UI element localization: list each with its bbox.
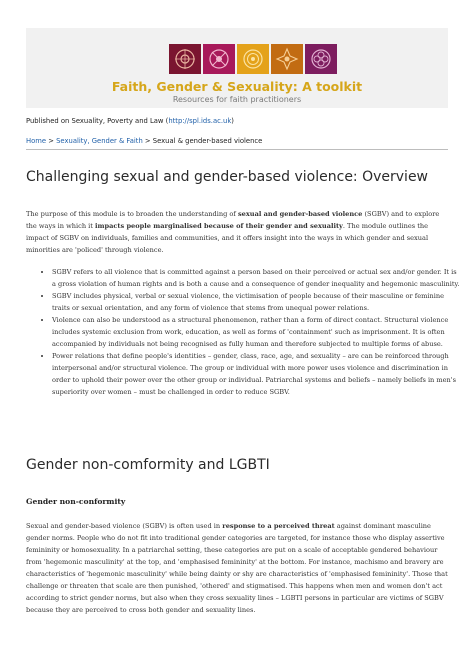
site-title[interactable]: Faith, Gender & Sexuality: A toolkit (111, 79, 363, 94)
list-item: • Violence can also be understood as a structural phenomenon, rather than a form of direct contact. Structural violence includes systemic exclusion from work, education, as well as forms of 'containment' such as imprisonment. It is often accompanied by individuals not being recognised as fully human and therefore subjected to multiple forms of abuse. (52, 314, 460, 350)
header-tile (169, 44, 201, 74)
ornament-icon (240, 46, 266, 72)
list-item: • Power relations that define people's identities – gender, class, race, age, and sexuality – are can be reinforced through interpersonal and/or structural violence. The group or individual with more power uses violence and discrimination in order to uphold their power over the other group or individual. Patriarchal systems and beliefs – namely beliefs in men's superiority over women – must be challenged in order to reduce SGBV. (52, 350, 460, 398)
published-link[interactable]: http://spl.ids.ac.uk (168, 117, 232, 125)
intro-text: The purpose of this module is to broaden the understanding of (26, 210, 238, 218)
breadcrumb-home-link[interactable]: Home (26, 137, 47, 145)
overview-bullet-list (38, 266, 460, 398)
published-on (26, 117, 234, 125)
header-tiles (169, 44, 337, 74)
list-item: • SGBV includes physical, verbal or sexual violence, the victimisation of people because of their masculine or feminine traits or sexual orientation, and any form of violence that stems from unequal power relations. (52, 290, 460, 314)
breadcrumb (26, 137, 262, 145)
section-paragraph (26, 520, 448, 616)
published-prefix: Published on Sexuality, Poverty and Law ( (26, 117, 169, 125)
intro-paragraph (26, 208, 448, 256)
header-tile (271, 44, 303, 74)
ornament-icon (206, 46, 232, 72)
breadcrumb-separator: > (46, 137, 57, 145)
ornament-icon (308, 46, 334, 72)
intro-text: . The module outlines the impact of SGBV on individuals, families and communities, and it offers insight into the ways in which gender and sexual minorities are 'policed' through violence. (26, 222, 429, 254)
section-emphasis: response to a perceived threat (222, 522, 335, 530)
intro-emphasis: sexual and gender-based violence (237, 210, 363, 218)
ornament-icon (172, 46, 198, 72)
header-divider (26, 149, 448, 150)
subsection-heading: Gender non-conformity (26, 497, 126, 506)
page-title: Challenging sexual and gender-based violence: Overview (26, 169, 429, 185)
breadcrumb-current: Sexual & gender-based violence (152, 137, 263, 145)
breadcrumb-separator: > (142, 137, 153, 145)
published-suffix: ) (231, 117, 234, 125)
site-subtitle: Resources for faith practitioners (172, 95, 302, 104)
site-header-banner (26, 28, 448, 108)
section-text: Sexual and gender-based violence (SGBV) is often used in (26, 522, 223, 530)
header-tile (237, 44, 269, 74)
intro-emphasis: impacts people marginalised because of their gender and sexuality (95, 222, 343, 230)
section-heading: Gender non-comformity and LGBTI (26, 457, 270, 473)
intro-text: (SGBV) and to explore the ways in which it (26, 210, 440, 230)
header-tile (203, 44, 235, 74)
breadcrumb-section-link[interactable]: Sexuality, Gender & Faith (56, 137, 143, 145)
section-text: against dominant masculine gender norms. People who do not fit into traditional gender categories are targeted, for instance those who display assertive femininity or homosexuality. In a patriarchal setting, these categories are put on a scale of acceptable gendered behaviour from 'hegemonic masculinity' at the top, and 'emphasised femininity' at the bottom. For instance, machismo and bravery are characteristics of 'hegemonic masculinity' while being dainty or shy are characteristics of 'emphasised femininity'. Those that challenge or threaten that scale are then punished, 'othered' and stigmatised. This happens when men and women don't act according to strict gender norms, but also when they cross sexuality lines – LGBTI persons in particular are victims of SGBV because they are perceived to cross both gender and sexuality lines. (26, 522, 448, 614)
list-item: • SGBV refers to all violence that is committed against a person based on their perceived or actual sex and/or gender. It is a gross violation of human rights and is both a cause and a consequence of gender inequality and hegemonic masculinity. (52, 266, 460, 290)
ornament-icon (274, 46, 300, 72)
header-tile (305, 44, 337, 74)
